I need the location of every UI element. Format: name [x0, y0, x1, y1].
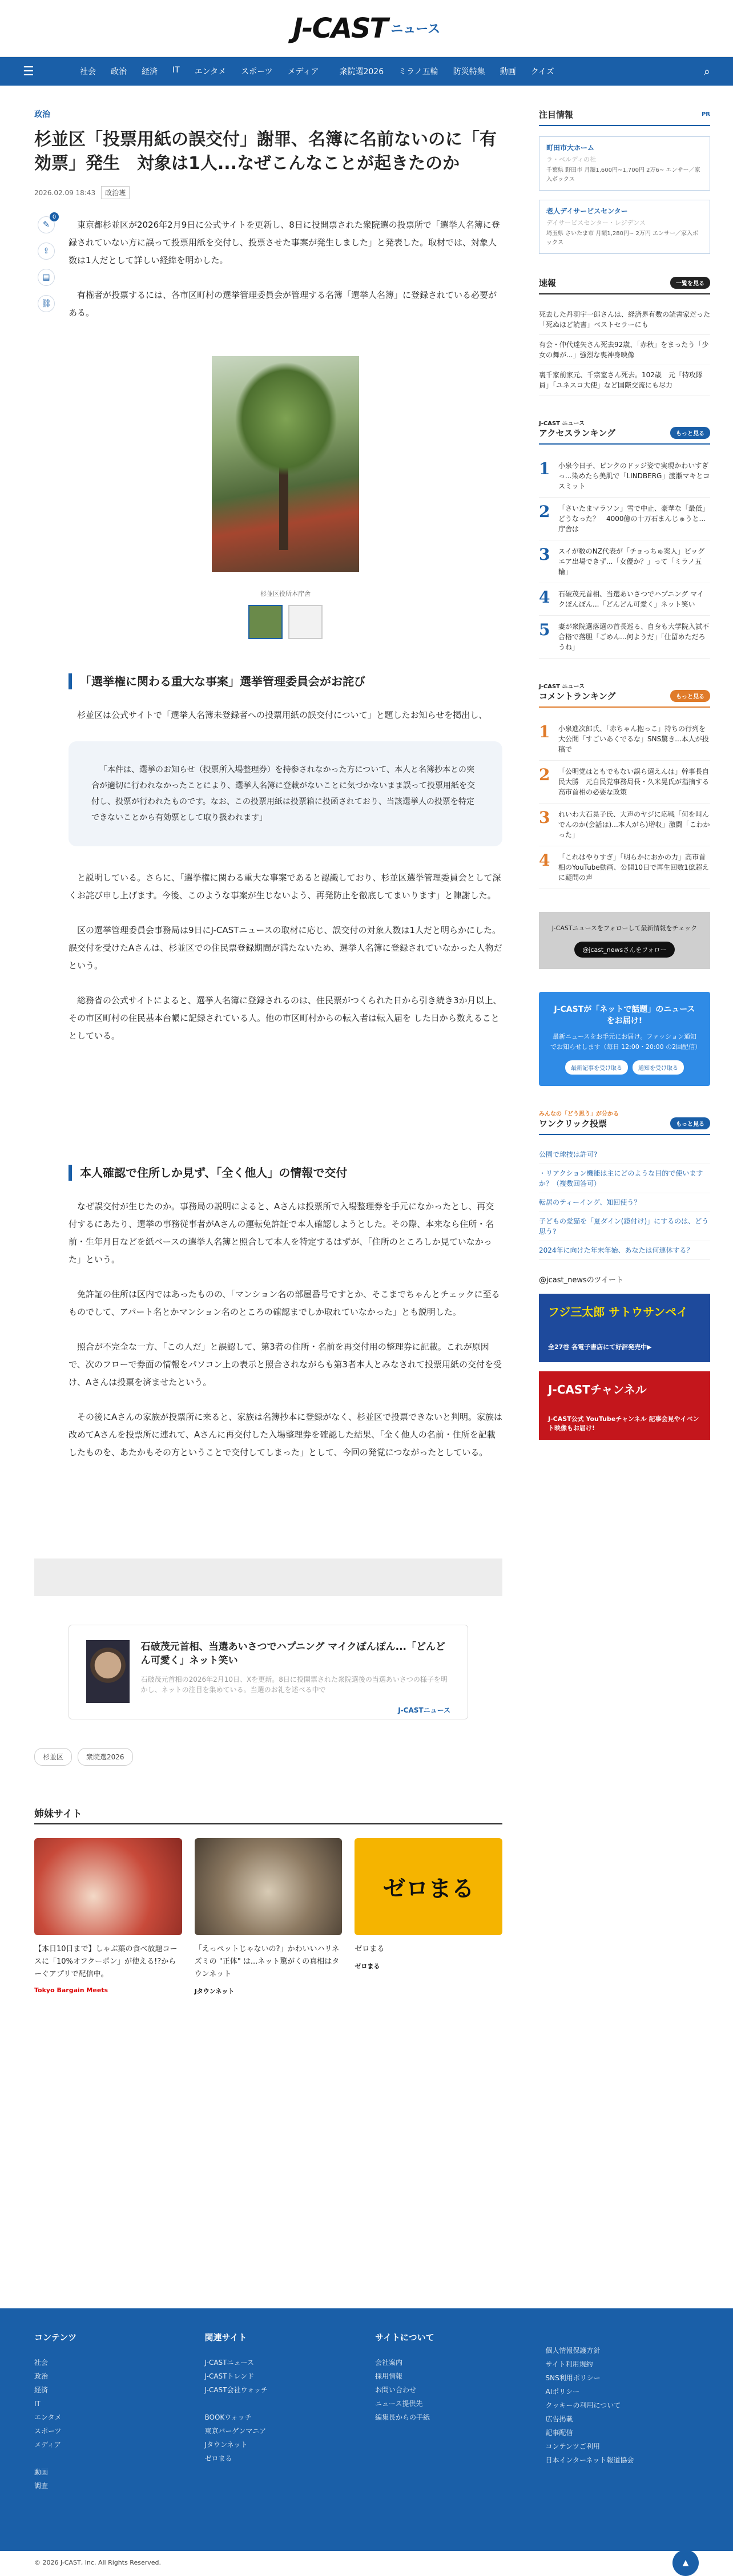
news-heading: [539, 277, 710, 294]
nav-item[interactable]: クイズ: [530, 67, 554, 76]
footer-link[interactable]: BOOKウォッチ: [204, 2413, 252, 2421]
site-footer: [0, 2308, 733, 2551]
access-heading: [539, 427, 710, 445]
sister-text: 「えっぺットじゃないの?」かわいいハリネズミの "正体" は...ネット驚がくの真相はタウンネット: [194, 1945, 340, 1979]
nav-item[interactable]: エンタメ: [194, 67, 227, 76]
ad-slot[interactable]: [34, 1558, 502, 1596]
banner-title: フジ三太郎 サトウサンペイ: [548, 1305, 688, 1319]
banner-sub: J-CAST公式 YouTubeチャンネル 記事会見やイベント映像もお届け!: [548, 1415, 699, 1432]
brand-label: J-CAST ニュース: [539, 421, 585, 427]
sister-image: ゼロまる: [355, 1838, 502, 1935]
paragraph: その後にAさんの家族が投票所に来ると、家族は名簿抄本に登録がなく、杉並区で投票できないと判明。家族は改めてAさんを投票所に連れて、Aさんに再交付した入場整理券を確認した結果、「全く他人の名前・住所を記載したものを、あたかもその方ということで交付してしまった」として、今回の発覚につながったとしている。: [69, 1412, 502, 1457]
paragraph: と説明している。さらに、「選挙権に関わる重大な事案であると認識しており、杉並区選挙管理委員会として深くお詫び申し上げます。今後、このような事案が生じないよう、再発防止を徹底してまいります」と陳謝した。: [69, 873, 501, 901]
thumbnail[interactable]: [248, 605, 283, 639]
poll-brand: みんなの「どう思う」が分かる: [539, 1111, 619, 1117]
related-excerpt: 石破茂元首相の2026年2月10日、Xを更新。8日に投開票された衆院選後の当選あいさつの様子を明かし、ネットの注目を集めている。当選のお礼を述べる中で: [140, 1675, 448, 1694]
paragraph: 総務省の公式サイトによると、選挙人名簿に登録されるのは、住民票がつくられた日から引き続き3か月以上、その市区町村の住民基本台帳に記録されている人。他の市区町村からの転入者は転入届を した日から数えることとしている。: [69, 995, 502, 1041]
banner-manga[interactable]: [539, 1294, 710, 1362]
footer-heading: 関連サイト: [204, 2332, 247, 2343]
pr-detail: 千葉県 野田市 月額1,600円~1,700円 2万6~ エンサー／家入ボックス: [546, 167, 700, 183]
rank-text: 「公明党はともでもない誤ら選えんは」幹事長自民大勝 元自民党事務局長・久米晃氏が指摘する高市首相の必要な政策: [558, 768, 710, 796]
sister-image: [195, 1838, 343, 1935]
logo-mark: J-CAST: [292, 12, 388, 45]
photo-caption: 杉並区役所本庁舎: [260, 590, 311, 597]
rank-text: 「これはやりすぎ」「明らかにおかの力」高市首相のYouTube動画、公開10日で再生回数1億超えに疑問の声: [558, 853, 709, 882]
sidebar: [539, 108, 710, 1996]
nav-item[interactable]: IT: [172, 66, 180, 75]
nav-item[interactable]: ミラノ五輪: [398, 67, 438, 76]
rank-number: 1: [539, 459, 550, 478]
rank-number: 1: [539, 722, 550, 741]
banner-sub: 全27巻 各電子書店にて好評発売中▶: [548, 1343, 652, 1351]
poll-title: ワンクリック投票: [539, 1119, 607, 1129]
copyright-text: © 2026 J-CAST, Inc. All Rights Reserved.: [34, 2559, 161, 2566]
pr-tag: PR: [701, 111, 710, 118]
nav-item[interactable]: 経済: [142, 67, 158, 76]
footer-link[interactable]: IT: [34, 2400, 41, 2408]
rank-number: 5: [539, 620, 550, 639]
sister-item[interactable]: [355, 1838, 502, 1996]
poll-heading: [539, 1117, 710, 1135]
pr-card[interactable]: [539, 200, 710, 254]
push-notify-button[interactable]: 通知を受け取る: [633, 1060, 684, 1075]
footer-link[interactable]: コンテンツご利用: [545, 2442, 600, 2450]
author-tag[interactable]: 政治班: [101, 186, 130, 199]
footer-link[interactable]: エンタメ: [34, 2413, 62, 2421]
back-to-top-icon[interactable]: ▲: [672, 2550, 699, 2576]
paragraph: 区の選挙管理委員会事務局は9日にJ-CASTニュースの取材に応じ、誤交付の対象人数は1人だと明らかにした。誤交付を受けたAさんは、杉並区での住民票登録期間が満たないため、選挙人名簿に登録されていなかった人物だという。: [69, 925, 502, 971]
footer-column: [34, 2331, 188, 2528]
news-title: 速報: [539, 278, 557, 288]
article-body: [34, 213, 502, 1461]
footer-heading: コンテンツ: [34, 2332, 77, 2343]
news-item[interactable]: 有会・仲代達矢さん死去92歳、「赤秋」をまったう「少女の舞が...」強烈な喪神身映像: [539, 335, 710, 365]
access-ranking: [539, 455, 710, 659]
copyright-bar: [0, 2551, 733, 2574]
main-nav: [0, 57, 733, 86]
access-more-button[interactable]: もっと見る: [670, 427, 710, 439]
push-box: [539, 992, 710, 1086]
rank-text: 石破茂元首相、当選あいさつでハプニング マイクぽんぽん...「どんどん可愛く」ネット笑い: [558, 590, 704, 608]
search-icon[interactable]: ⌕: [703, 64, 710, 78]
paragraph: 東京都杉並区が2026年2月9日に公式サイトを更新し、8日に投開票された衆院選の投票所で「選挙人名簿に登録されていない方に誤って投票用紙を交付し、投票させた事案が発生しました」と発表した。取材では、対象人数は1人だとして詳しい経緯を明かした。: [69, 220, 500, 265]
thumbnail[interactable]: [288, 605, 323, 639]
section-heading: 「選挙権に関わる重大な事案」選挙管理委員会がお詫び: [69, 673, 502, 689]
footer-column: [375, 2331, 529, 2528]
rank-text: 「さいたまマラソン」雪で中止、豪華な「最低」どうなった？ 4000億の十万石まんじゅうと...庁舎は: [558, 504, 710, 533]
brand-label: J-CAST ニュース: [539, 684, 585, 690]
footer-link[interactable]: 広告掲載: [545, 2415, 573, 2423]
footer-link[interactable]: 動画: [34, 2468, 49, 2476]
nav-items: [80, 66, 704, 77]
blockquote: [69, 741, 502, 846]
footer-heading: サイトについて: [375, 2332, 434, 2343]
comment-heading: [539, 690, 710, 708]
photo-thumbnails: [69, 605, 502, 639]
poll-item[interactable]: 転居のティーイング、知回使う？: [539, 1193, 710, 1212]
pr-sub: デイサービスセンター・レジデンス: [546, 219, 646, 227]
rank-number: 4: [539, 588, 550, 607]
paragraph: 有権者が投票するには、各市区町村の選挙管理委員会が管理する名簿「選挙人名簿」に登録されている必要がある。: [69, 290, 497, 318]
banner-youtube[interactable]: [539, 1371, 710, 1440]
nav-item[interactable]: 政治: [111, 67, 127, 76]
site-header: [0, 0, 733, 57]
comment-icon[interactable]: ✎ 0: [38, 216, 55, 233]
pr-heading: [539, 108, 710, 126]
sister-logo: ゼロまる: [355, 1963, 380, 1970]
poll-item[interactable]: 公園で球技は許可?: [539, 1145, 710, 1164]
share-icon[interactable]: ⇪: [38, 243, 55, 260]
footer-link[interactable]: 会社案内: [375, 2359, 403, 2367]
comment-title: コメントランキング: [539, 691, 616, 701]
ranking-item[interactable]: [539, 455, 710, 498]
related-title: 石破茂元首相、当選あいさつでハプニング マイクぽんぽん...「どんどん可愛く」ネット笑い: [140, 1641, 445, 1666]
footer-link[interactable]: Jタウンネット: [204, 2441, 248, 2449]
rank-text: 妻が衆院選落選の首長巡る、自身も大学院入試不合格で落胆「ごめん...何ようだ」「仕留めただろうね」: [558, 623, 710, 651]
ranking-item[interactable]: [539, 846, 710, 889]
article-meta: [34, 186, 502, 199]
article-tags: [34, 1748, 502, 1766]
menu-icon[interactable]: ☰: [23, 64, 34, 79]
ranking-item[interactable]: [539, 718, 710, 761]
sister-image: [34, 1838, 182, 1935]
print-icon[interactable]: ▤: [38, 269, 55, 286]
footer-link[interactable]: 調査: [34, 2482, 49, 2490]
banner-title: J-CASTチャンネル: [548, 1383, 647, 1396]
poll-item[interactable]: 子どもの愛猫を「夏ダイン(鏡付け)」にするのは、どう思う?: [539, 1212, 710, 1241]
related-article-card[interactable]: [69, 1625, 468, 1719]
pr-detail: 埼玉県 さいたま市 月額1,280円~ 2万円 エンサー／家入ボックス: [546, 231, 699, 246]
footer-link[interactable]: お問い合わせ: [375, 2386, 417, 2394]
nav-item[interactable]: 衆院選2026: [339, 67, 384, 76]
pr-title: 注目情報: [539, 110, 574, 120]
paragraph: なぜ誤交付が生じたのか。事務局の説明によると、Aさんは投票所で入場整理券を手元になかったとし、再交付するにあたり、選挙の事務従事者がAさんの運転免許証で本人確認しようとした。その際、本来なら住所・名前・生年月日などを紙ベースの選挙人名簿と照合して本人を特定するはずが、「住所のところしか見ていなかった」という。: [69, 1201, 494, 1265]
comment-more-button[interactable]: もっと見る: [670, 690, 710, 702]
footer-link[interactable]: スポーツ: [34, 2427, 62, 2435]
news-list: [539, 305, 710, 395]
ranking-item[interactable]: [539, 583, 710, 616]
article-category[interactable]: 政治: [34, 110, 50, 119]
site-logo[interactable]: [293, 13, 440, 45]
sister-text: 【本日10日まで】しゃぶ葉の食べ放題コースに「10%オフクーポン」が使える!?からーぐアプリで配信中。: [34, 1945, 178, 1979]
rank-number: 2: [539, 502, 550, 521]
rank-number: 4: [539, 851, 550, 870]
pr-name: 町田市大ホーム: [546, 144, 595, 152]
article-main: [34, 108, 502, 1996]
footer-link[interactable]: 記事配信: [545, 2429, 573, 2437]
nav-item[interactable]: 防災特集: [453, 67, 485, 76]
sister-logo: Tokyo Bargain Meets: [34, 1986, 108, 1994]
poll-item[interactable]: ・リアクション機能は主にどのような目的で使いますか？（複数回答可）: [539, 1164, 710, 1193]
footer-link[interactable]: 東京バーゲンマニア: [204, 2427, 267, 2435]
footer-link: [205, 2397, 359, 2411]
footer-link[interactable]: サイト利用規約: [545, 2360, 593, 2368]
rank-text: 小泉進次郎氏、「赤ちゃん抱っこ」持ちの行列を大公開「すごいあくでるな」SNS驚き...本人が投稿で: [558, 725, 709, 753]
rank-number: 3: [539, 545, 550, 564]
sister-sites-heading: 姉妹サイト: [34, 1806, 502, 1824]
paragraph: 免許証の住所は区内ではあったものの、「マンション名の部屋番号ですとか、そこまでちゃんとチェックに至るものでして、アパート名とかマンション名のところの確認までしか取れていなかった」とも説明した。: [69, 1289, 500, 1317]
tag-chip[interactable]: 杉並区: [34, 1748, 72, 1766]
footer-column: [205, 2331, 359, 2528]
link-icon[interactable]: ⛓: [38, 295, 55, 312]
footer-link[interactable]: 日本インターネット報道協会: [545, 2456, 634, 2464]
rank-number: 2: [539, 765, 550, 784]
logo-subtitle: ニュース: [390, 22, 441, 37]
rank-text: れいわ大石晃子氏、大声のヤジに応戦「何を叫んでんのか(会話は)...本人がら)増収」激闘「こわかった」: [558, 810, 710, 839]
section-heading: 本人確認で住所しか見ず、「全く他人」の情報で交付: [69, 1165, 502, 1181]
rank-text: スイが数のNZ代表が「チョっちゅ案人」ビッグエア出場できず...「女優か？」って「ミラノ五輪」: [558, 547, 705, 576]
follow-text: J-CASTニュースをフォローして最新情報をチェック: [551, 924, 698, 932]
follow-x-button[interactable]: @jcast_newsさんをフォロー: [574, 942, 674, 958]
paragraph: 杉並区は公式サイトで「選挙人名簿未登録者への投票用紙の誤交付について」と題したお知らせを掲出し、: [77, 710, 488, 720]
article-date: 2026.02.09 18:43: [34, 188, 96, 197]
footer-link[interactable]: ゼロまる: [204, 2454, 232, 2462]
rank-text: 小泉今日子、ピンクのドッジ姿で実現かわいすぎっ...染めたら美肌で「LINDBERG」渡瀬マキとコスミット: [558, 462, 710, 490]
push-subscribe-button[interactable]: 最新記事を受け取る: [565, 1060, 628, 1075]
rank-number: 3: [539, 808, 550, 827]
related-source: J-CASTニュース: [398, 1706, 450, 1714]
footer-link[interactable]: クッキーの利用について: [545, 2401, 621, 2409]
footer-link[interactable]: J-CAST会社ウォッチ: [204, 2386, 268, 2394]
nav-item[interactable]: 社会: [80, 67, 96, 76]
pr-sub: ラ・ベルディの杜: [546, 156, 597, 163]
poll-item[interactable]: 2024年に向けた年末年始、あなたは何連休する？: [539, 1241, 710, 1260]
ranking-item[interactable]: [539, 498, 710, 540]
news-more-button[interactable]: 一覧を見る: [670, 277, 710, 289]
nav-item[interactable]: 動画: [500, 67, 516, 76]
sister-sites: [34, 1838, 502, 1996]
ranking-item[interactable]: [539, 761, 710, 804]
footer-link[interactable]: J-CASTトレンド: [204, 2372, 255, 2380]
nav-item[interactable]: スポーツ: [241, 67, 273, 76]
follow-box: [539, 912, 710, 969]
related-thumbnail: [86, 1640, 130, 1703]
comment-ranking: [539, 718, 710, 889]
comment-count: 0: [50, 212, 59, 221]
footer-link[interactable]: 編集長からの手紙: [375, 2413, 430, 2421]
footer-link: [34, 2452, 188, 2465]
news-item[interactable]: 死去した丹羽宇一郎さんは、経済界有数の読書家だった「死ぬほど読書」ベストセラーにも: [539, 305, 710, 335]
poll-list: [539, 1145, 710, 1260]
footer-link[interactable]: 採用情報: [375, 2372, 403, 2380]
footer-link[interactable]: AIポリシー: [545, 2388, 580, 2396]
footer-link[interactable]: 経済: [34, 2386, 49, 2394]
poll-more-button[interactable]: もっと見る: [670, 1117, 710, 1129]
footer-column: [546, 2331, 699, 2528]
sister-text: ゼロまる: [355, 1945, 385, 1953]
share-bar: [38, 213, 57, 312]
footer-link[interactable]: SNS利用ポリシー: [545, 2374, 601, 2382]
footer-link[interactable]: 社会: [34, 2359, 49, 2367]
pr-card[interactable]: [539, 136, 710, 191]
sister-item[interactable]: [195, 1838, 343, 1996]
tag-chip[interactable]: 衆院選2026: [78, 1748, 133, 1766]
ranking-item[interactable]: [539, 616, 710, 659]
sister-item[interactable]: [34, 1838, 182, 1996]
paragraph: 照合が不完全な一方、「この人だ」と誤認して、第3者の住所・名前を再交付用の整理券に記載。これが原因で、次のフローで券面の情報をパソコン上の表示と照合されながらも第3者本人とみなされて投票用紙の交付を受け、Aさんは投票を済ませたという。: [69, 1342, 502, 1387]
access-title: アクセスランキング: [539, 428, 616, 438]
tweet-heading: @jcast_newsのツイート: [539, 1276, 623, 1285]
footer-link[interactable]: J-CASTニュース: [204, 2359, 254, 2367]
sister-logo: Jタウンネット: [194, 1988, 235, 1995]
nav-item[interactable]: メディア: [287, 67, 319, 76]
push-text: 最新ニュースをお手元にお届け。ファッション通知でお知らせします（毎日 12:00・20:00 の2回配信）: [550, 1033, 702, 1051]
article-title: 杉並区「投票用紙の誤交付」謝罪、名簿に名前ないのに「有効票」発生 対象は1人...なぜこんなことが起きたのか: [34, 130, 497, 173]
ranking-item[interactable]: [539, 804, 710, 846]
article-photo[interactable]: [212, 356, 359, 572]
push-title: J-CASTが「ネットで話題」のニュースをお届け!: [554, 1005, 695, 1025]
ranking-item[interactable]: [539, 540, 710, 583]
footer-link[interactable]: 個人情報保護方針: [545, 2347, 601, 2355]
quote-text: 「本件は、選挙のお知らせ（投票所入場整理券）を持参されなかった方について、本人と名簿抄本との突合が適切に行われなかったことにより、選挙人名簿に登載がないことに気づかないまま誤って投票用紙を交付し、投票が行われたものです。なお、この投票用紙は投票箱に投函されており、当該選挙人の投票を特定できないことから有効票として取り扱われます」: [91, 765, 475, 822]
footer-link[interactable]: 政治: [34, 2372, 49, 2380]
footer-link[interactable]: ニュース提供先: [375, 2400, 423, 2408]
pr-name: 老人デイサービスセンター: [546, 207, 628, 215]
news-item[interactable]: 裏千家前家元、千宗室さん死去。102歳 元「特攻隊員」「ユネスコ大使」など国際交流にも尽力: [539, 365, 710, 395]
footer-link[interactable]: メディア: [34, 2441, 62, 2449]
